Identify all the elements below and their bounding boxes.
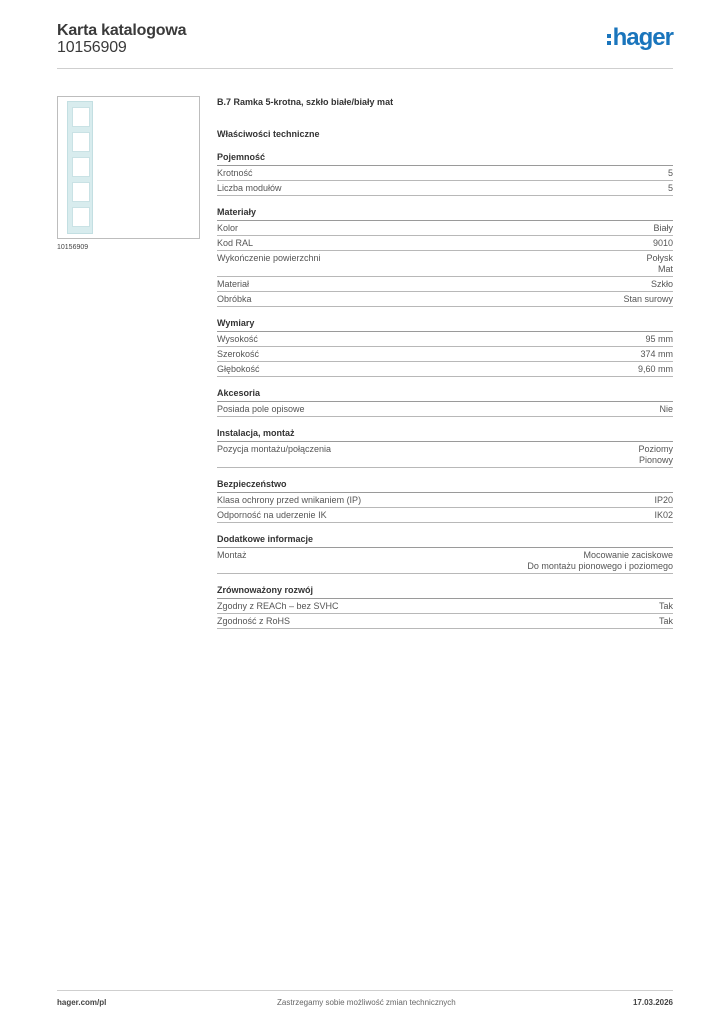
property-value-line: Stan surowy [623,294,673,304]
property-value-line: IK02 [654,510,673,520]
property-row [217,347,673,362]
property-value [623,294,673,305]
property-value [640,349,673,360]
frame-5-gang-image [67,101,93,234]
group-title: Wymiary [217,317,673,332]
property-label: Głębokość [217,364,260,374]
property-group [217,533,673,574]
group-title: Dodatkowe informacje [217,533,673,548]
property-label: Pozycja montażu/połączenia [217,444,332,454]
property-value [651,279,673,290]
property-group [217,478,673,523]
property-value-line: Nie [659,404,673,414]
property-value-line: 9010 [652,238,673,248]
property-label: Szerokość [217,349,260,359]
property-label: Materiał [217,279,250,289]
hager-logo [607,25,673,51]
property-row [217,181,673,196]
document-title: Karta katalogowa [57,22,187,39]
property-value [668,183,673,194]
property-row [217,614,673,629]
property-value-line: Tak [658,601,673,611]
property-value [653,223,673,234]
footer-date: 17.03.2026 [632,998,673,1007]
property-row [217,332,673,347]
property-row [217,508,673,523]
product-image-caption: 10156909 [57,244,89,251]
group-title: Bezpieczeństwo [217,478,673,493]
property-label: Wysokość [217,334,258,344]
document-number: 10156909 [57,39,127,56]
property-row [217,362,673,377]
property-value [668,168,673,179]
property-value-line: 5 [667,168,673,178]
property-value-line: Mat [657,264,673,274]
property-row [217,548,673,574]
property-value [646,253,673,275]
section-title: Właściwości techniczne [217,129,320,139]
property-row [217,493,673,508]
property-value [653,238,673,249]
property-label: Klasa ochrony przed wnikaniem (IP) [217,495,362,505]
logo-dots-icon [607,34,611,45]
footer-divider [57,990,673,991]
header-divider [57,68,673,69]
property-row [217,402,673,417]
property-groups [217,151,673,629]
property-label: Posiada pole opisowe [217,404,305,414]
group-title: Materiały [217,206,673,221]
property-label: Montaż [217,550,247,560]
property-row [217,599,673,614]
property-value [654,495,673,506]
property-row [217,166,673,181]
property-value-line: 374 mm [640,349,673,359]
property-value-line: Mocowanie zaciskowe [583,550,673,560]
page-header [57,20,673,70]
property-value-line: Biały [653,223,673,233]
product-image [57,96,200,239]
footer-disclaimer: Zastrzegamy sobie możliwość zmian technicznych [277,998,456,1007]
property-row [217,277,673,292]
property-row [217,236,673,251]
property-label: Kolor [217,223,239,233]
property-label: Krotność [217,168,253,178]
group-title: Instalacja, montaż [217,427,673,442]
footer-website: hager.com/pl [57,998,107,1007]
technical-properties [217,95,673,629]
property-label: Obróbka [217,294,252,304]
group-title: Akcesoria [217,387,673,402]
property-value-line: Do montażu pionowego i poziomego [527,561,673,571]
property-group [217,387,673,417]
property-label: Zgodny z REACh – bez SVHC [217,601,339,611]
property-value-line: Połysk [646,253,673,263]
property-value-line: 5 [667,183,673,193]
property-group [217,206,673,307]
group-title: Zrównoważony rozwój [217,584,673,599]
property-value-line: 95 mm [645,334,673,344]
property-row [217,292,673,307]
property-value-line: Pionowy [638,455,673,465]
property-value [638,364,673,375]
property-group [217,584,673,629]
property-label: Odporność na uderzenie IK [217,510,327,520]
property-group [217,151,673,196]
property-value [654,510,673,521]
property-group [217,427,673,468]
property-value [638,444,673,466]
property-row [217,221,673,236]
group-title: Pojemność [217,151,673,166]
property-value [659,404,673,415]
logo-text: hager [612,24,673,51]
property-row [217,442,673,468]
property-value [645,334,673,345]
property-group [217,317,673,377]
property-value-line: IP20 [654,495,673,505]
property-row [217,251,673,277]
property-value [527,550,673,572]
property-label: Wykończenie powierzchni [217,253,321,263]
property-value-line: Tak [658,616,673,626]
property-value [659,616,673,627]
property-label: Kod RAL [217,238,254,248]
product-title: B.7 Ramka 5-krotna, szkło białe/biały mat [217,97,394,107]
property-label: Liczba modułów [217,183,282,193]
property-value [659,601,673,612]
property-label: Zgodność z RoHS [217,616,291,626]
property-value-line: 9,60 mm [637,364,673,374]
property-value-line: Poziomy [638,444,673,454]
property-value-line: Szkło [650,279,673,289]
